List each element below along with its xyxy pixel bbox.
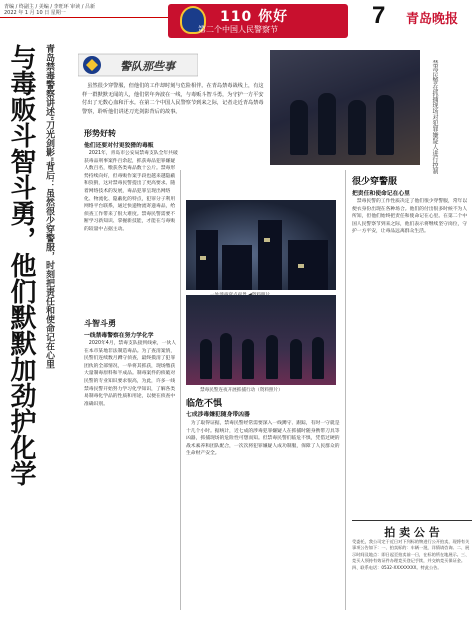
feature-intro: 虽然很少穿警服，但他们的工作却时刻与危险相伴。在青岛禁毒战线上，有这样一群默默无闻的人，他们常年奔波在一线，与毒贩斗智斗勇，为守护一方平安付出了无数心血和汗水。在第二个中国人民警察节到来之际，记者走近青岛禁毒警察，聆听他们讲述刀光剑影背后的故事。 xyxy=(82,83,264,115)
photo-figure xyxy=(290,100,308,155)
team-photo-caption: 禁毒民警连夜开展抓捕行动（资料照片） xyxy=(200,388,283,393)
photo-building xyxy=(288,240,328,290)
section-body: 禁毒民警的工作性质决定了他们很少穿警服，常年以便衣身份出现在各种场合。他们的付出很多时候不为人所知，但他们始终把责任和使命记在心里。在第二个中国人民警察节到来之际，他们表示将继续坚守岗位，守护一方平安，让毒品远离群众生活。 xyxy=(352,199,468,235)
section-body: 2020年4月，禁毒支队接到线索，一伙人在本市某地非法制造毒品。为了查清案情，民警们连续数月蹲守侦查，最终摸清了犯罪团伙的全部情况，一举将其抓获，现场缴获大量制毒原料和半成品。制毒案件的侦破对民警的专业知识要求很高，为此，许多一线禁毒民警开始努力学习化学知识，了解各类易制毒化学品的性质和用途，以便在侦查中准确识别。 xyxy=(84,341,177,407)
photo-figure xyxy=(266,335,278,379)
section-body: 2021年，青岛市公安局禁毒支队全年共破获毒品刑事案件百余起，抓获毒品犯罪嫌疑人数百名，缴获各类毒品数十公斤。禁毒形势持续向好，但毒贩作案手段也越来越隐蔽和狡猾，这对禁毒民警提出了更高要求。随着网络技术的发展，毒品犯罪呈现出网络化、物流化、隐蔽化的特点，犯罪分子利用网络平台联系，通过快递物流寄递毒品，给侦查工作带来了很大难度。禁毒民警需要不断学习新知识、掌握新技能，才能在与毒贩的较量中占据主动。 xyxy=(84,151,178,232)
auction-notice xyxy=(352,520,472,616)
team-photo xyxy=(186,295,336,385)
section-subheading: 他们还要对付更狡猾的毒贩 xyxy=(84,143,154,149)
section-subheading: 七成涉毒嫌犯随身带凶器 xyxy=(186,412,250,418)
photo-figure xyxy=(348,100,366,155)
photo-figure xyxy=(376,95,394,155)
photo-figure xyxy=(220,333,232,379)
arrest-photo-caption: 禁毒民警在抓捕现场对犯罪嫌疑人进行控制 xyxy=(431,60,438,174)
photo-building xyxy=(196,230,218,290)
photo-light xyxy=(298,264,304,268)
photo-figure xyxy=(242,339,254,379)
auction-title: 拍 卖 公 告 xyxy=(384,526,440,539)
masthead-meta: 青编 / 终副主 / 美编 / 李旺环 审读 / 吕新 xyxy=(4,4,96,10)
headline-kicker: 青岛禁毒警察讲述"刀光剑影"背后：虽然很少穿警服，时刻把责任和使命记在心里 xyxy=(44,44,54,369)
section-heading: 斗智斗勇 xyxy=(84,318,116,328)
paper-name: 青岛晚报 xyxy=(406,12,459,27)
page-number: 7 xyxy=(372,2,386,29)
night-photo xyxy=(186,200,336,290)
section-heading: 形势好转 xyxy=(84,128,116,138)
photo-figure xyxy=(312,337,324,379)
headline-main: 与毒贩斗智斗勇，他们默默加劲护化学 xyxy=(6,44,36,486)
photo-figure xyxy=(318,93,336,155)
column-divider xyxy=(345,170,346,610)
photo-light xyxy=(200,256,206,260)
auction-text: 受委托，我公司定于近日对下列标的物进行公开拍卖，现将有关事项公告如下：一、拍卖标的：车辆一批，详情请咨询。二、展示时间及地点：即日起至拍卖前一日，在标的所在地展示。三、竞买人须持有效证件办理竞买登记手续，并交纳竞买保证金。四、联系电话：0532-XXXXXXXX。特此公告。 xyxy=(352,539,470,570)
section-heading: 临危不惧 xyxy=(186,399,223,409)
photo-figure xyxy=(290,339,302,379)
column-divider xyxy=(180,170,181,610)
arrest-photo xyxy=(270,50,420,165)
photo-figure xyxy=(200,339,212,379)
section-body: 为了取得证据，禁毒民警经常需要深入一线蹲守、跟踪，有时一守就是十几个小时。据统计，近七成的涉毒犯罪嫌疑人在抓捕时随身携带刀具等凶器，抓捕现场的危险性可想而知。但禁毒民警们临危不惧，凭借过硬的战术素养和团队配合，一次次将犯罪嫌疑人成功制服，保障了人民群众的生命财产安全。 xyxy=(186,421,340,457)
banner-title: 110 你好 xyxy=(220,9,289,25)
section-subheading: 一线禁毒警察在努力学化学 xyxy=(84,333,154,339)
photo-building xyxy=(222,245,252,290)
section-subheading: 把责任和使命记在心里 xyxy=(352,191,410,197)
photo-building xyxy=(258,220,282,290)
photo-light xyxy=(264,238,270,242)
masthead xyxy=(0,0,475,40)
banner-subtitle: 第二个中国人民警察节 xyxy=(198,25,278,34)
masthead-date: 2022 年 1 月 10 日 星期一 xyxy=(4,10,66,16)
feature-title: 警队那些事 xyxy=(120,60,175,73)
section-heading: 很少穿警服 xyxy=(352,177,398,187)
